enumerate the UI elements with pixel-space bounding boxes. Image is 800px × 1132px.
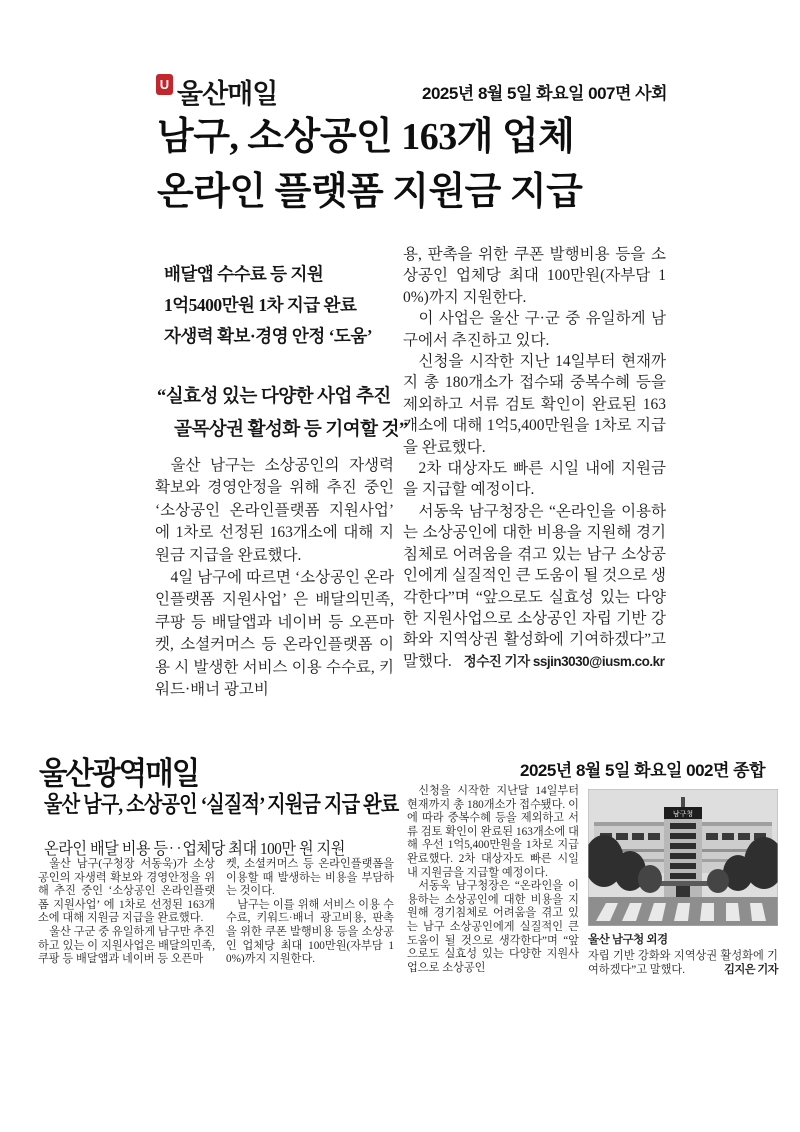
article1-headline-line1: 남구, 소상공인 163개 업체	[157, 116, 575, 158]
building-sign-text: 남구청	[672, 811, 694, 818]
paragraph: 울산 남구는 소상공인의 자생력 확보와 경영안정을 위해 추진 중인 ‘소상공인 온라인플랫폼 지원사업’ 에 1차로 선정된 163개소에 대해 지원금 지급을 완료했다.	[155, 457, 394, 564]
paragraph: 이 사업은 울산 구·군 중 유일하게 남구에서 추진하고 있다.	[403, 310, 666, 349]
article1-headline	[157, 110, 672, 220]
ulsan-gwangyeok-maeil-logo-text: 울산광역매일	[39, 756, 199, 791]
paragraph	[403, 501, 666, 672]
paragraph: 서동욱 남구청장은 “온라인을 이용하는 소상공인에 대한 비용을 지원해 경기침체로 어려움을 겪고 있는 남구 소상공인에게 실질적인 큰 도움이 될 것으로 생각한다”며 “앞으로도 실효성 있는 다양한 지원사업으로 소상공인	[407, 880, 579, 974]
article1-headline-line2: 온라인 플랫폼 지원금 지급	[157, 171, 583, 213]
article1-pull-quote	[157, 381, 408, 447]
article1-quote-line2: 골목상권 활성화 등 기여할 것”	[174, 420, 408, 440]
photo-caption: 울산 남구청 외경	[588, 934, 668, 946]
paragraph: 울산 남구(구청장 서동욱)가 소상공인의 자생력 확보와 경영안정을 위해 추진 중인 ‘소상공인 온라인플랫폼 지원사업’ 에 1차로 선정된 163개소에 대해 지원금 지급을 완료했다.	[38, 858, 215, 925]
reporter-byline: 김지은 기자	[724, 963, 778, 976]
article2-headline: 울산 남구, 소상공인 ‘실질적’ 지원금 지급 완료	[44, 792, 399, 817]
ulsanmaeil-logo-text: 울산매일	[177, 79, 278, 109]
article2-body-column-1	[38, 858, 215, 978]
article1-quote-line1: “실효성 있는 다양한 사업 추진	[157, 387, 391, 407]
paragraph: 용, 판촉을 위한 쿠폰 발행비용 등을 소상공인 업체당 최대 100만원(자부담 10%)까지 지원한다.	[403, 246, 666, 306]
article2-tail-column	[588, 950, 778, 980]
paragraph: 켓, 소셜커머스 등 온라인플랫폼을 이용할 때 발생하는 비용을 부담하는 것이다.	[226, 858, 394, 898]
paragraph: 신청을 시작한 지난달 14일부터 현재까지 총 180개소가 접수됐다. 이에 따라 중복수혜 등을 제외하고 서류 검토 확인이 완료된 163개소에 대해 우선 1억5,400만원을 1차로 지급 완료했다. 2차 대상자도 빠른 시일 내 지원금을 지급할 예정이다.	[407, 785, 579, 879]
reporter-byline: 정수진 기자 ssjin3030@iusm.co.kr	[463, 653, 665, 669]
article2-dateline: 2025년 8월 5일 화요일 002면 종합	[519, 761, 765, 780]
article1-body-column-2	[403, 244, 666, 684]
article1-subhead-line1: 배달앱 수수료 등 지원	[164, 264, 324, 284]
paragraph: 2차 대상자도 빠른 시일 내에 지원금을 지급할 예정이다.	[403, 460, 666, 499]
article2-subhead: 온라인 배달 비용 등‥업체당 최대 100만 원 지원	[44, 839, 345, 858]
article2-body-column-2	[226, 858, 394, 983]
article1-dateline: 2025년 8월 5일 화요일 007면 사회	[421, 84, 667, 103]
paragraph: 4일 남구에 따르면 ‘소상공인 온라인플랫폼 지원사업’ 은 배달의민족, 쿠팡 등 배달앱과 네이버 등 오픈마켓, 소셜커머스 등 온라인플랫폼 이용 시 발생한 서비스 이용 수수료, 키워드·배너 광고비	[155, 569, 394, 699]
article1-subhead	[164, 259, 372, 352]
article1-body-column-1	[155, 455, 394, 699]
paragraph-text: 서동욱 남구청장은 “온라인을 이용하는 소상공인에 대한 비용을 지원해 경기침체로 어려움을 겪고 있는 남구 소상공인에게 실질적인 큰 도움이 될 것으로 생각한다”며 “앞으로도 실효성 있는 다양한 지원사업으로 소상공인 자립 기반 강화와 지역상권 활성화에 기여하겠다”고 말했다.	[403, 502, 666, 670]
article2-body-column-3	[407, 785, 579, 985]
paragraph: 자립 기반 강화와 지역상권 활성화에 기여하겠다”고 말했다.	[588, 950, 778, 976]
ulsanmaeil-logo-icon: U	[156, 74, 173, 95]
paragraph: 울산 구군 중 유일하게 남구만 추진하고 있는 이 지원사업은 배달의민족, 쿠팡 등 배달앱과 네이버 등 오픈마	[38, 925, 215, 966]
article1-subhead-line3: 자생력 확보·경영 안정 ‘도움’	[164, 326, 373, 346]
photo-figure	[588, 789, 778, 947]
paragraph: 신청을 시작한 지난 14일부터 현재까지 총 180개소가 접수돼 중복수혜 등을 제외하고 서류 검토 확인이 완료된 163개소에 대해 1억5,400만원을 1차로 지급을 완료했다.	[403, 353, 666, 456]
building-photo	[588, 789, 778, 926]
article1-subhead-line2: 1억5400만원 1차 지급 완료	[164, 295, 357, 315]
paragraph: 남구는 이를 위해 서비스 이용 수수료, 키워드·배너 광고비용, 판촉을 위한 쿠폰 발행비용 등을 소상공인 업체당 최대 100만원(자부담 10%)까지 지원한다.	[226, 898, 394, 966]
